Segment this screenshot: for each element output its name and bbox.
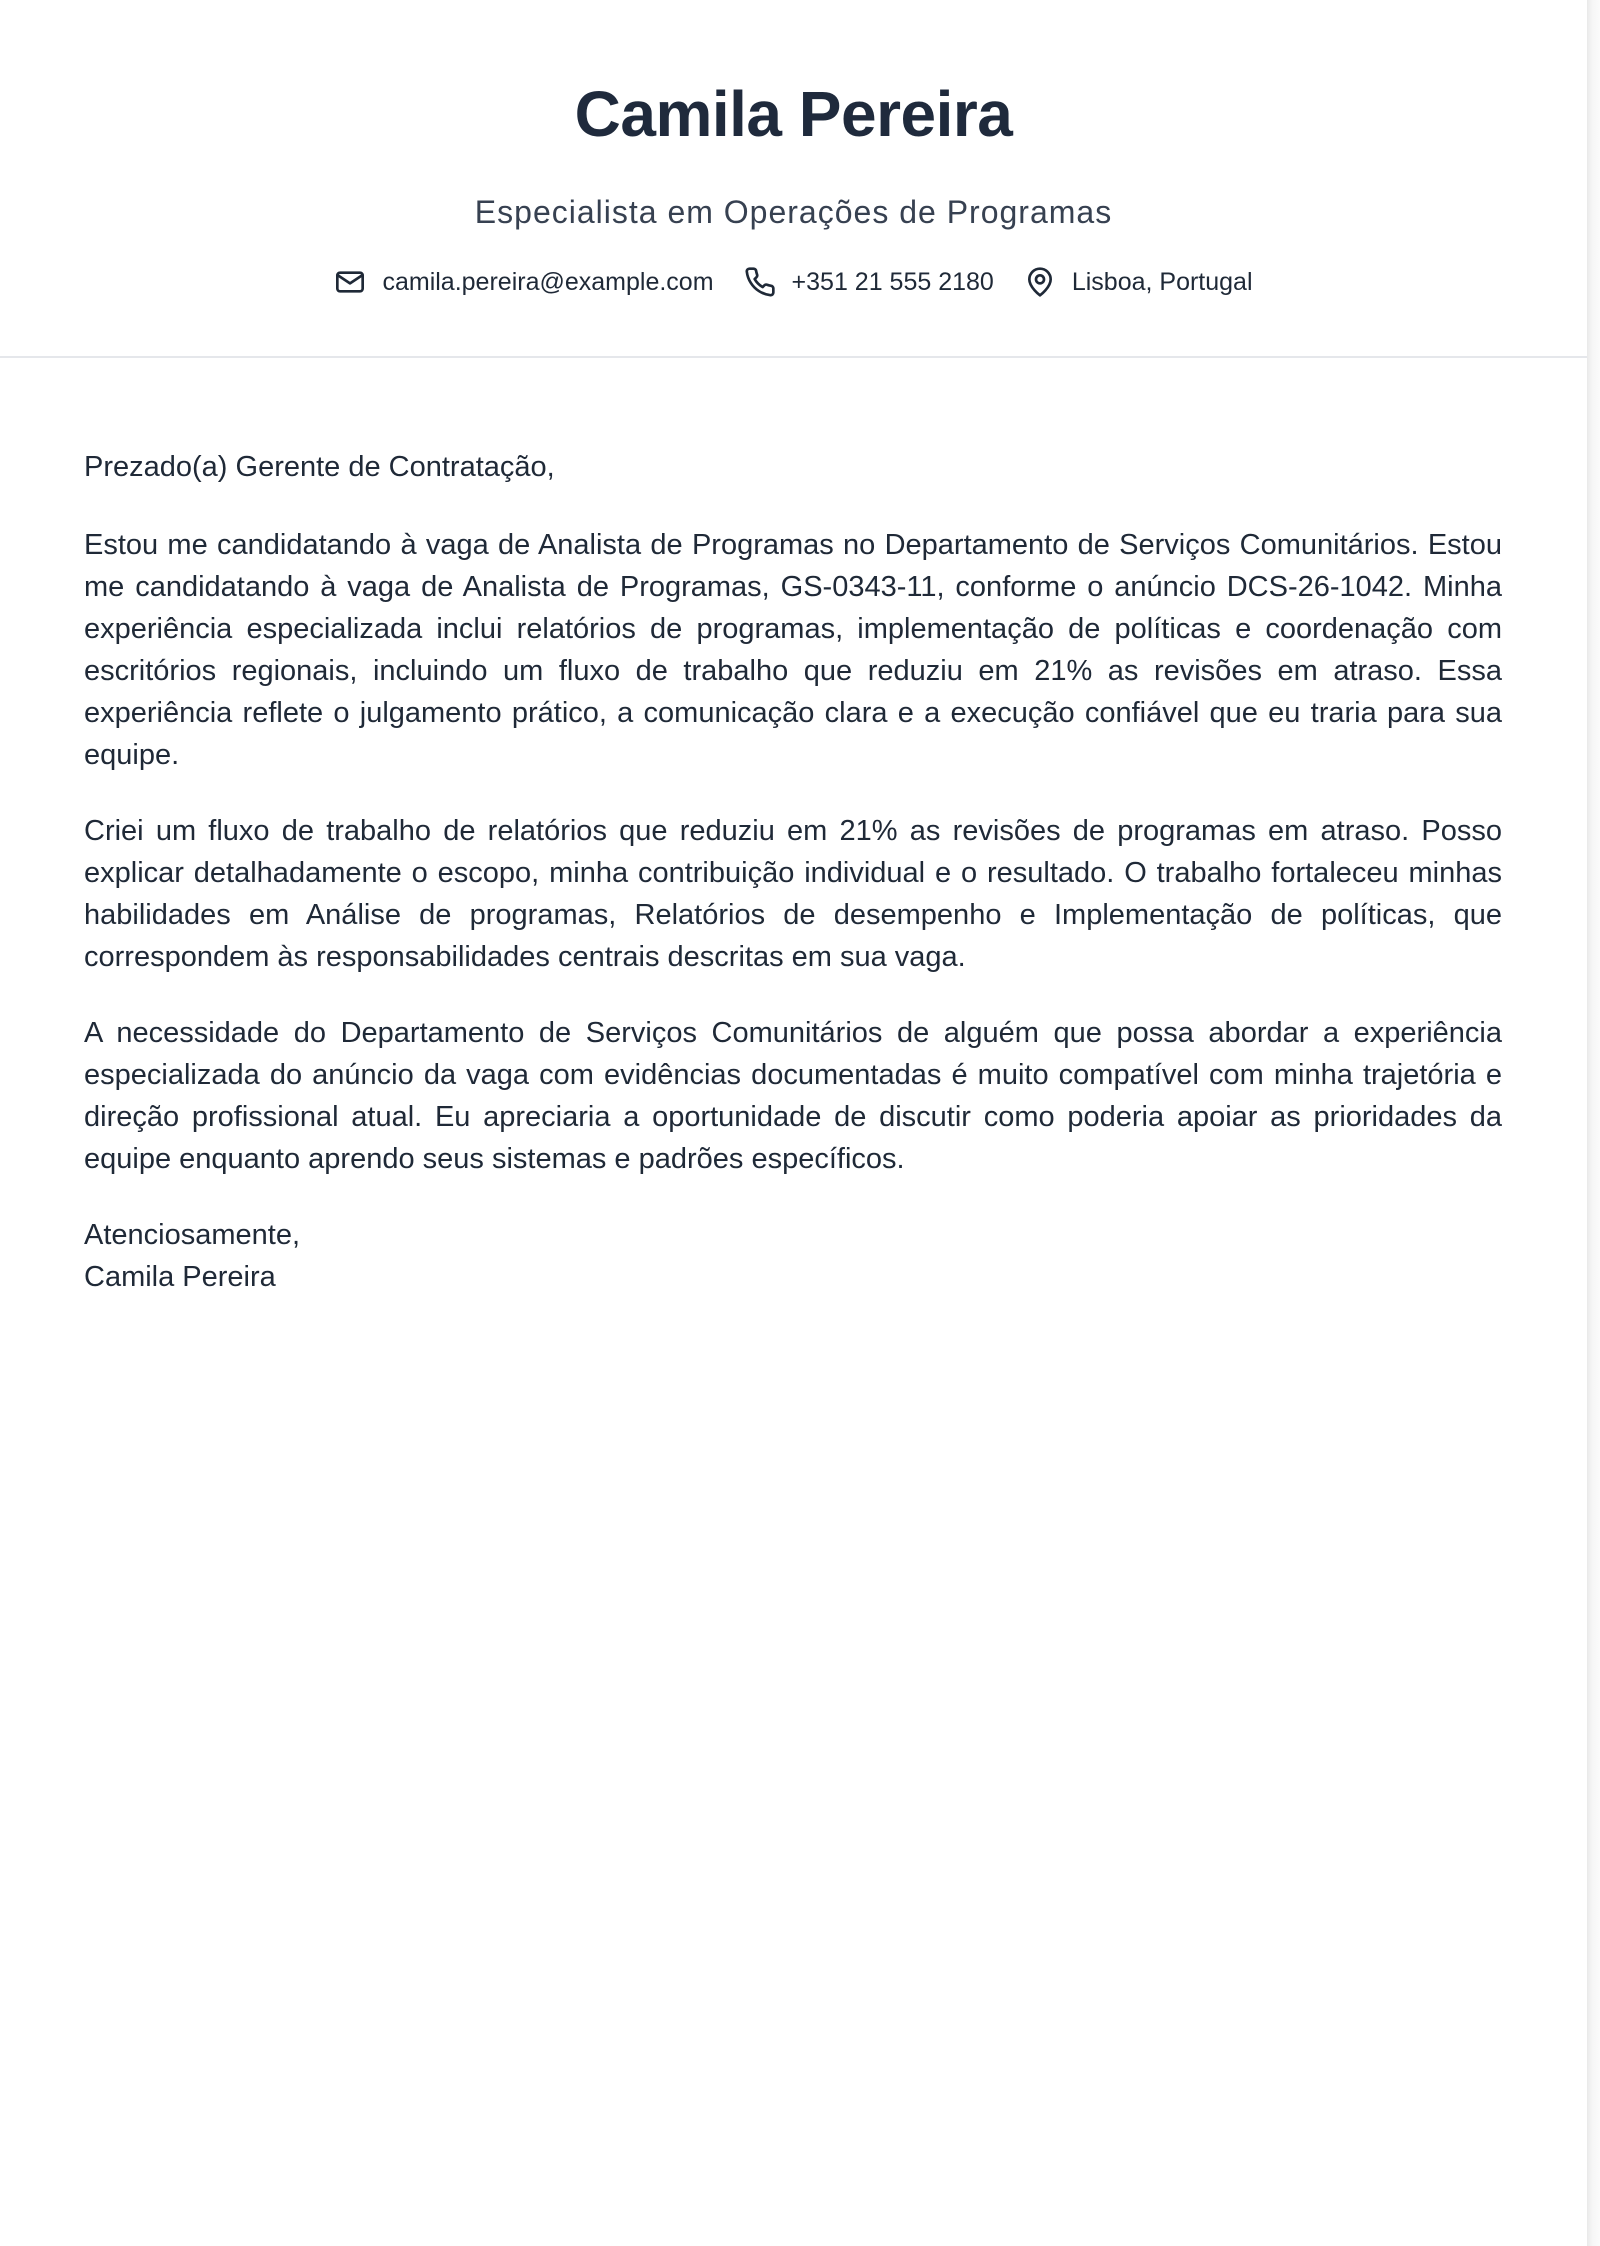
letter-header: [0, 0, 1587, 358]
body-paragraph-1: Estou me candidatando à vaga de Analista de Programas no Departamento de Serviços Comunitários. Estou me candidatando à vaga de Analista de Programas, GS-0343-11, conforme o anúncio DCS-26-1042. Minha experiência especializada inclui relatórios de programas, implementação de políticas e coordenação com escritórios regionais, incluindo um fluxo de trabalho que reduziu em 21% as revisões em atraso. Essa experiência reflete o julgamento prático, a comunicação clara e a execução confiável que eu traria para sua equipe.: [84, 529, 1502, 771]
closing-block: [84, 1214, 1502, 1298]
body-paragraph-3: A necessidade do Departamento de Serviços Comunitários de alguém que possa abordar a experiência especializada do anúncio da vaga com evidências documentadas é muito compatível com minha trajetória e direção profissional atual. Eu apreciaria a oportunidade de discutir como poderia apoiar as prioridades da equipe enquanto aprendo seus sistemas e padrões específicos.: [84, 1017, 1502, 1175]
applicant-title: Especialista em Operações de Programas: [474, 194, 1113, 230]
contact-phone: [744, 266, 994, 298]
mail-icon: [334, 266, 366, 298]
page-edge-shadow: [1587, 0, 1600, 2246]
phone-icon: [744, 266, 776, 298]
letter-body: [84, 446, 1502, 1298]
signature-name: Camila Pereira: [84, 1261, 276, 1293]
applicant-name: Camila Pereira: [574, 78, 1013, 150]
contact-location: [1024, 266, 1253, 298]
map-pin-icon: [1024, 266, 1056, 298]
email-text: camila.pereira@example.com: [382, 267, 714, 296]
body-paragraph-2: Criei um fluxo de trabalho de relatórios que reduziu em 21% as revisões de programas em atraso. Posso explicar detalhadamente o escopo, minha contribuição individual e o resultado. O trabalho fortaleceu minhas habilidades em Análise de programas, Relatórios de desempenho e Implementação de políticas, que correspondem às responsabilidades centrais descritas em sua vaga.: [84, 815, 1502, 973]
contact-email: [334, 266, 713, 298]
closing-phrase: Atenciosamente,: [84, 1219, 301, 1251]
salutation: Prezado(a) Gerente de Contratação,: [84, 451, 555, 483]
location-text: Lisboa, Portugal: [1071, 267, 1253, 296]
phone-text: +351 21 555 2180: [791, 267, 994, 296]
contact-bar: [0, 262, 1587, 302]
